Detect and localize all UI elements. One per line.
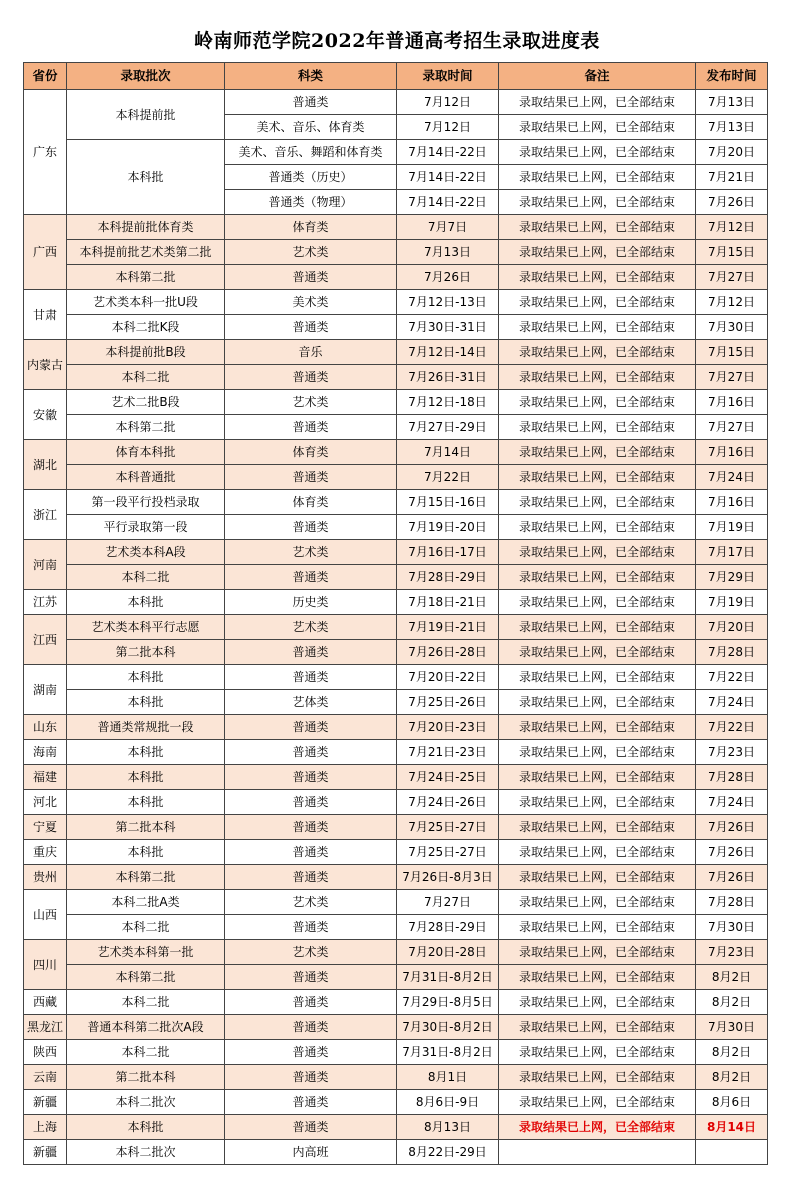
batch-cell: 本科批 <box>67 790 225 815</box>
province-cell: 贵州 <box>24 865 67 890</box>
category-cell: 普通类 <box>225 1090 397 1115</box>
batch-cell: 本科提前批B段 <box>67 340 225 365</box>
publish-date-cell: 8月2日 <box>696 1040 768 1065</box>
note-cell: 录取结果已上网，已全部结束 <box>499 1040 696 1065</box>
time-cell: 7月20日-23日 <box>397 715 499 740</box>
category-cell: 体育类 <box>225 490 397 515</box>
publish-date-cell: 7月26日 <box>696 840 768 865</box>
publish-date-cell: 7月13日 <box>696 115 768 140</box>
time-cell: 7月13日 <box>397 240 499 265</box>
note-cell: 录取结果已上网，已全部结束 <box>499 1015 696 1040</box>
time-cell: 7月25日-26日 <box>397 690 499 715</box>
time-cell: 7月26日 <box>397 265 499 290</box>
header-batch: 录取批次 <box>67 63 225 90</box>
category-cell: 普通类 <box>225 1065 397 1090</box>
category-cell: 美术类 <box>225 290 397 315</box>
province-cell: 西藏 <box>24 990 67 1015</box>
note-cell: 录取结果已上网，已全部结束 <box>499 740 696 765</box>
category-cell: 普通类 <box>225 765 397 790</box>
batch-cell: 本科批 <box>67 840 225 865</box>
time-cell: 8月13日 <box>397 1115 499 1140</box>
batch-cell: 本科批 <box>67 690 225 715</box>
batch-cell: 平行录取第一段 <box>67 515 225 540</box>
publish-date-cell: 7月16日 <box>696 440 768 465</box>
category-cell: 普通类 <box>225 840 397 865</box>
table-row <box>24 490 768 515</box>
publish-date-cell: 7月26日 <box>696 865 768 890</box>
publish-date-cell: 7月30日 <box>696 1015 768 1040</box>
batch-cell: 本科批 <box>67 140 225 215</box>
table-body <box>24 90 768 1165</box>
note-cell: 录取结果已上网，已全部结束 <box>499 165 696 190</box>
province-cell: 四川 <box>24 940 67 990</box>
batch-cell: 本科第二批 <box>67 965 225 990</box>
publish-date-cell: 8月6日 <box>696 1090 768 1115</box>
publish-date-cell: 7月16日 <box>696 490 768 515</box>
table-row <box>24 1115 768 1140</box>
category-cell: 普通类 <box>225 265 397 290</box>
table-row <box>24 990 768 1015</box>
table-row <box>24 440 768 465</box>
table-row <box>24 815 768 840</box>
publish-date-cell: 7月24日 <box>696 690 768 715</box>
table-row <box>24 315 768 340</box>
publish-date-cell: 7月22日 <box>696 715 768 740</box>
note-cell: 录取结果已上网，已全部结束 <box>499 140 696 165</box>
province-cell: 新疆 <box>24 1140 67 1165</box>
batch-cell: 本科二批K段 <box>67 315 225 340</box>
batch-cell: 本科二批 <box>67 365 225 390</box>
publish-date-cell: 7月30日 <box>696 315 768 340</box>
table-row <box>24 915 768 940</box>
province-cell: 山西 <box>24 890 67 940</box>
province-cell: 湖北 <box>24 440 67 490</box>
header-category: 科类 <box>225 63 397 90</box>
batch-cell: 普通本科第二批次A段 <box>67 1015 225 1040</box>
category-cell: 普通类 <box>225 1115 397 1140</box>
category-cell: 普通类 <box>225 315 397 340</box>
note-cell: 录取结果已上网，已全部结束 <box>499 865 696 890</box>
batch-cell: 本科批 <box>67 590 225 615</box>
note-cell: 录取结果已上网，已全部结束 <box>499 1090 696 1115</box>
note-cell <box>499 1140 696 1165</box>
header-time: 录取时间 <box>397 63 499 90</box>
category-cell: 普通类 <box>225 815 397 840</box>
note-cell: 录取结果已上网，已全部结束 <box>499 815 696 840</box>
note-cell: 录取结果已上网，已全部结束 <box>499 965 696 990</box>
batch-cell: 本科批 <box>67 765 225 790</box>
batch-cell: 艺术类本科A段 <box>67 540 225 565</box>
province-cell: 甘肃 <box>24 290 67 340</box>
table-row <box>24 715 768 740</box>
province-cell: 河南 <box>24 540 67 590</box>
table-row <box>24 90 768 115</box>
note-cell: 录取结果已上网，已全部结束 <box>499 690 696 715</box>
category-cell: 普通类 <box>225 365 397 390</box>
table-row <box>24 1140 768 1165</box>
batch-cell: 本科第二批 <box>67 415 225 440</box>
note-cell: 录取结果已上网，已全部结束 <box>499 240 696 265</box>
batch-cell: 第二批本科 <box>67 640 225 665</box>
table-row <box>24 665 768 690</box>
note-cell: 录取结果已上网，已全部结束 <box>499 765 696 790</box>
note-cell: 录取结果已上网，已全部结束 <box>499 365 696 390</box>
category-cell: 普通类 <box>225 415 397 440</box>
category-cell: 历史类 <box>225 590 397 615</box>
batch-cell: 第一段平行投档录取 <box>67 490 225 515</box>
publish-date-cell: 7月12日 <box>696 290 768 315</box>
batch-cell: 第二批本科 <box>67 1065 225 1090</box>
publish-date-cell: 8月2日 <box>696 965 768 990</box>
time-cell: 7月20日-28日 <box>397 940 499 965</box>
time-cell: 7月18日-21日 <box>397 590 499 615</box>
time-cell: 7月30日-8月2日 <box>397 1015 499 1040</box>
table-header-row <box>24 63 768 90</box>
batch-cell: 艺术类本科一批U段 <box>67 290 225 315</box>
category-cell: 普通类 <box>225 715 397 740</box>
table-row <box>24 1065 768 1090</box>
table-row <box>24 590 768 615</box>
table-row <box>24 565 768 590</box>
time-cell: 7月28日-29日 <box>397 565 499 590</box>
admission-progress-table <box>23 62 768 1165</box>
publish-date-cell: 7月19日 <box>696 590 768 615</box>
time-cell: 7月12日-14日 <box>397 340 499 365</box>
province-cell: 陕西 <box>24 1040 67 1065</box>
province-cell: 广西 <box>24 215 67 290</box>
publish-date-cell: 8月14日 <box>696 1115 768 1140</box>
header-publish-date: 发布时间 <box>696 63 768 90</box>
publish-date-cell: 7月17日 <box>696 540 768 565</box>
table-row <box>24 865 768 890</box>
publish-date-cell: 7月26日 <box>696 190 768 215</box>
note-cell: 录取结果已上网，已全部结束 <box>499 590 696 615</box>
category-cell: 艺术类 <box>225 240 397 265</box>
time-cell: 7月14日 <box>397 440 499 465</box>
time-cell: 7月29日-8月5日 <box>397 990 499 1015</box>
publish-date-cell: 7月22日 <box>696 665 768 690</box>
time-cell: 7月25日-27日 <box>397 815 499 840</box>
publish-date-cell: 7月30日 <box>696 915 768 940</box>
category-cell: 普通类 <box>225 915 397 940</box>
note-cell: 录取结果已上网，已全部结束 <box>499 415 696 440</box>
category-cell: 艺体类 <box>225 690 397 715</box>
category-cell: 艺术类 <box>225 615 397 640</box>
time-cell: 7月24日-25日 <box>397 765 499 790</box>
batch-cell: 本科第二批 <box>67 865 225 890</box>
note-cell: 录取结果已上网，已全部结束 <box>499 640 696 665</box>
table-row <box>24 690 768 715</box>
category-cell: 普通类 <box>225 740 397 765</box>
category-cell: 普通类 <box>225 515 397 540</box>
note-cell: 录取结果已上网，已全部结束 <box>499 465 696 490</box>
category-cell: 艺术类 <box>225 890 397 915</box>
province-cell: 黑龙江 <box>24 1015 67 1040</box>
table-row <box>24 390 768 415</box>
batch-cell: 本科二批 <box>67 915 225 940</box>
table-row <box>24 265 768 290</box>
category-cell: 普通类 <box>225 640 397 665</box>
publish-date-cell: 7月15日 <box>696 340 768 365</box>
note-cell: 录取结果已上网，已全部结束 <box>499 915 696 940</box>
province-cell: 福建 <box>24 765 67 790</box>
note-cell: 录取结果已上网，已全部结束 <box>499 290 696 315</box>
note-cell: 录取结果已上网，已全部结束 <box>499 490 696 515</box>
category-cell: 艺术类 <box>225 540 397 565</box>
table-row <box>24 415 768 440</box>
note-cell: 录取结果已上网，已全部结束 <box>499 340 696 365</box>
time-cell: 7月27日-29日 <box>397 415 499 440</box>
table-row <box>24 365 768 390</box>
note-cell: 录取结果已上网，已全部结束 <box>499 565 696 590</box>
note-cell: 录取结果已上网，已全部结束 <box>499 790 696 815</box>
batch-cell: 艺术类本科平行志愿 <box>67 615 225 640</box>
publish-date-cell: 7月15日 <box>696 240 768 265</box>
province-cell: 河北 <box>24 790 67 815</box>
note-cell: 录取结果已上网，已全部结束 <box>499 840 696 865</box>
category-cell: 普通类 <box>225 565 397 590</box>
table-row <box>24 340 768 365</box>
publish-date-cell: 7月26日 <box>696 815 768 840</box>
publish-date-cell: 7月16日 <box>696 390 768 415</box>
note-cell: 录取结果已上网，已全部结束 <box>499 540 696 565</box>
category-cell: 音乐 <box>225 340 397 365</box>
category-cell: 普通类 <box>225 465 397 490</box>
batch-cell: 本科二批次 <box>67 1090 225 1115</box>
batch-cell: 本科批 <box>67 1115 225 1140</box>
publish-date-cell: 7月27日 <box>696 265 768 290</box>
table-row <box>24 515 768 540</box>
batch-cell: 本科二批 <box>67 990 225 1015</box>
time-cell: 8月22日-29日 <box>397 1140 499 1165</box>
page-title: 岭南师范学院2022年普通高考招生录取进度表 <box>194 30 600 52</box>
category-cell: 普通类 <box>225 1015 397 1040</box>
table-row <box>24 290 768 315</box>
note-cell: 录取结果已上网，已全部结束 <box>499 515 696 540</box>
time-cell: 7月26日-28日 <box>397 640 499 665</box>
table-row <box>24 765 768 790</box>
time-cell: 7月16日-17日 <box>397 540 499 565</box>
publish-date-cell: 7月24日 <box>696 465 768 490</box>
time-cell: 7月27日 <box>397 890 499 915</box>
table-row <box>24 540 768 565</box>
province-cell: 广东 <box>24 90 67 215</box>
table-row <box>24 1015 768 1040</box>
table-row <box>24 790 768 815</box>
time-cell: 7月24日-26日 <box>397 790 499 815</box>
time-cell: 7月14日-22日 <box>397 140 499 165</box>
time-cell: 7月26日-8月3日 <box>397 865 499 890</box>
batch-cell: 第二批本科 <box>67 815 225 840</box>
note-cell: 录取结果已上网，已全部结束 <box>499 1115 696 1140</box>
note-cell: 录取结果已上网，已全部结束 <box>499 615 696 640</box>
batch-cell: 艺术类本科第一批 <box>67 940 225 965</box>
note-cell: 录取结果已上网，已全部结束 <box>499 990 696 1015</box>
category-cell: 美术、音乐、舞蹈和体育类 <box>225 140 397 165</box>
time-cell: 7月14日-22日 <box>397 190 499 215</box>
time-cell: 7月20日-22日 <box>397 665 499 690</box>
batch-cell: 本科第二批 <box>67 265 225 290</box>
category-cell: 普通类（历史） <box>225 165 397 190</box>
batch-cell: 本科批 <box>67 665 225 690</box>
note-cell: 录取结果已上网，已全部结束 <box>499 665 696 690</box>
table-row <box>24 215 768 240</box>
category-cell: 体育类 <box>225 215 397 240</box>
time-cell: 7月12日-13日 <box>397 290 499 315</box>
table-row <box>24 140 768 165</box>
note-cell: 录取结果已上网，已全部结束 <box>499 315 696 340</box>
province-cell: 上海 <box>24 1115 67 1140</box>
province-cell: 内蒙古 <box>24 340 67 390</box>
publish-date-cell: 7月24日 <box>696 790 768 815</box>
province-cell: 湖南 <box>24 665 67 715</box>
time-cell: 7月31日-8月2日 <box>397 1040 499 1065</box>
header-province: 省份 <box>24 63 67 90</box>
category-cell: 体育类 <box>225 440 397 465</box>
time-cell: 7月31日-8月2日 <box>397 965 499 990</box>
category-cell: 普通类 <box>225 990 397 1015</box>
batch-cell: 体育本科批 <box>67 440 225 465</box>
publish-date-cell: 8月2日 <box>696 1065 768 1090</box>
category-cell: 普通类 <box>225 965 397 990</box>
note-cell: 录取结果已上网，已全部结束 <box>499 90 696 115</box>
time-cell: 7月25日-27日 <box>397 840 499 865</box>
table-row <box>24 890 768 915</box>
note-cell: 录取结果已上网，已全部结束 <box>499 215 696 240</box>
time-cell: 7月30日-31日 <box>397 315 499 340</box>
category-cell: 美术、音乐、体育类 <box>225 115 397 140</box>
note-cell: 录取结果已上网，已全部结束 <box>499 890 696 915</box>
note-cell: 录取结果已上网，已全部结束 <box>499 115 696 140</box>
publish-date-cell: 7月21日 <box>696 165 768 190</box>
table-row <box>24 640 768 665</box>
time-cell: 8月1日 <box>397 1065 499 1090</box>
note-cell: 录取结果已上网，已全部结束 <box>499 715 696 740</box>
category-cell: 艺术类 <box>225 390 397 415</box>
time-cell: 7月26日-31日 <box>397 365 499 390</box>
note-cell: 录取结果已上网，已全部结束 <box>499 1065 696 1090</box>
province-cell: 山东 <box>24 715 67 740</box>
publish-date-cell: 7月12日 <box>696 215 768 240</box>
table-row <box>24 940 768 965</box>
province-cell: 新疆 <box>24 1090 67 1115</box>
time-cell: 7月19日-21日 <box>397 615 499 640</box>
batch-cell: 本科提前批 <box>67 90 225 140</box>
province-cell: 海南 <box>24 740 67 765</box>
publish-date-cell: 7月27日 <box>696 415 768 440</box>
time-cell: 7月12日 <box>397 115 499 140</box>
province-cell: 宁夏 <box>24 815 67 840</box>
time-cell: 7月21日-23日 <box>397 740 499 765</box>
publish-date-cell: 7月20日 <box>696 140 768 165</box>
time-cell: 7月28日-29日 <box>397 915 499 940</box>
publish-date-cell: 7月29日 <box>696 565 768 590</box>
publish-date-cell <box>696 1140 768 1165</box>
batch-cell: 本科二批A类 <box>67 890 225 915</box>
time-cell: 8月6日-9日 <box>397 1090 499 1115</box>
province-cell: 云南 <box>24 1065 67 1090</box>
note-cell: 录取结果已上网，已全部结束 <box>499 390 696 415</box>
category-cell: 普通类 <box>225 865 397 890</box>
note-cell: 录取结果已上网，已全部结束 <box>499 440 696 465</box>
batch-cell: 本科提前批艺术类第二批 <box>67 240 225 265</box>
batch-cell: 本科二批 <box>67 565 225 590</box>
table-row <box>24 840 768 865</box>
time-cell: 7月15日-16日 <box>397 490 499 515</box>
publish-date-cell: 7月13日 <box>696 90 768 115</box>
time-cell: 7月12日-18日 <box>397 390 499 415</box>
table-row <box>24 465 768 490</box>
batch-cell: 普通类常规批一段 <box>67 715 225 740</box>
header-note: 备注 <box>499 63 696 90</box>
table-row <box>24 740 768 765</box>
publish-date-cell: 7月28日 <box>696 640 768 665</box>
batch-cell: 本科普通批 <box>67 465 225 490</box>
batch-cell: 本科提前批体育类 <box>67 215 225 240</box>
category-cell: 普通类 <box>225 665 397 690</box>
table-row <box>24 1090 768 1115</box>
category-cell: 普通类（物理） <box>225 190 397 215</box>
province-cell: 江西 <box>24 615 67 665</box>
table-row <box>24 240 768 265</box>
category-cell: 艺术类 <box>225 940 397 965</box>
note-cell: 录取结果已上网，已全部结束 <box>499 265 696 290</box>
province-cell: 江苏 <box>24 590 67 615</box>
publish-date-cell: 7月23日 <box>696 940 768 965</box>
table-row <box>24 965 768 990</box>
publish-date-cell: 7月27日 <box>696 365 768 390</box>
publish-date-cell: 7月20日 <box>696 615 768 640</box>
table-row <box>24 1040 768 1065</box>
batch-cell: 本科批 <box>67 740 225 765</box>
note-cell: 录取结果已上网，已全部结束 <box>499 940 696 965</box>
category-cell: 内高班 <box>225 1140 397 1165</box>
category-cell: 普通类 <box>225 1040 397 1065</box>
category-cell: 普通类 <box>225 90 397 115</box>
time-cell: 7月14日-22日 <box>397 165 499 190</box>
batch-cell: 艺术二批B段 <box>67 390 225 415</box>
province-cell: 重庆 <box>24 840 67 865</box>
publish-date-cell: 7月28日 <box>696 765 768 790</box>
category-cell: 普通类 <box>225 790 397 815</box>
province-cell: 安徽 <box>24 390 67 440</box>
publish-date-cell: 7月23日 <box>696 740 768 765</box>
note-cell: 录取结果已上网，已全部结束 <box>499 190 696 215</box>
publish-date-cell: 7月19日 <box>696 515 768 540</box>
time-cell: 7月7日 <box>397 215 499 240</box>
time-cell: 7月22日 <box>397 465 499 490</box>
province-cell: 浙江 <box>24 490 67 540</box>
time-cell: 7月12日 <box>397 90 499 115</box>
table-row <box>24 615 768 640</box>
batch-cell: 本科二批 <box>67 1040 225 1065</box>
time-cell: 7月19日-20日 <box>397 515 499 540</box>
batch-cell: 本科二批次 <box>67 1140 225 1165</box>
publish-date-cell: 8月2日 <box>696 990 768 1015</box>
publish-date-cell: 7月28日 <box>696 890 768 915</box>
